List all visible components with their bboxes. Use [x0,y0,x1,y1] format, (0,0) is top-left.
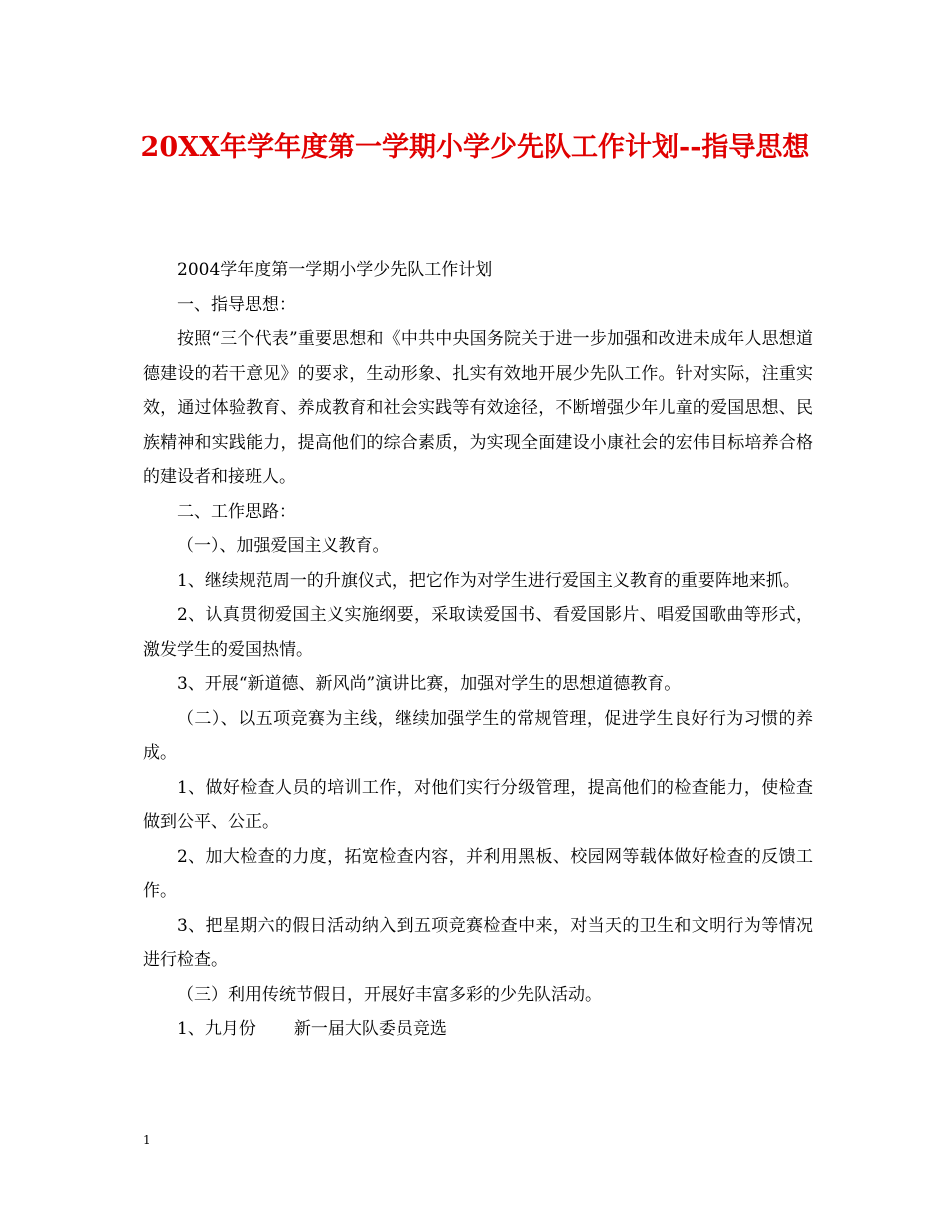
page-number: 1 [143,1133,151,1147]
paragraph: 2、认真贯彻爱国主义实施纲要，采取读爱国书、看爱国影片、唱爱国歌曲等形式，激发学生的爱国热情。 [143,605,813,660]
paragraph: 3、把星期六的假日活动纳入到五项竞赛检查中来，对当天的卫生和文明行为等情况进行检查。 [143,915,813,970]
paragraph: （二）、以五项竞赛为主线，继续加强学生的常规管理，促进学生良好行为习惯的养成。 [143,708,813,763]
paragraph: 2、加大检查的力度，拓宽检查内容，并利用黑板、校园网等载体做好检查的反馈工作。 [143,846,813,901]
activity-month: 1、九月份 [177,1019,256,1039]
paragraph: 1、继续规范周一的升旗仪式，把它作为对学生进行爱国主义教育的重要阵地来抓。 [177,570,800,591]
document-body [143,253,813,1047]
paragraph: （三）利用传统节假日，开展好丰富多彩的少先队活动。 [177,984,602,1005]
paragraph: 按照“三个代表”重要思想和《中共中央国务院关于进一步加强和改进未成年人思想道德建设的若干意见》的要求，生动形象、扎实有效地开展少先队工作。针对实际，注重实效，通过体验教育、养成教育和社会实践等有效途径，不断增强少年儿童的爱国思想、民族精神和实践能力，提高他们的综合素质，为实现全面建设小康社会的宏伟目标培养合格的建设者和接班人。 [143,329,813,487]
activity-item [143,1012,813,1047]
paragraph: 二、工作思路： [177,501,296,522]
activity-name: 新一届大队委员竞选 [293,1019,447,1039]
paragraph: 一、指导思想： [177,294,296,315]
paragraph: 1、做好检查人员的培训工作，对他们实行分级管理，提高他们的检查能力，使检查做到公平、公正。 [143,777,813,832]
paragraph: 2004学年度第一学期小学少先队工作计划 [177,260,493,280]
paragraph: （一）、加强爱国主义教育。 [177,536,390,556]
document-title: 20XX年学年度第一学期小学少先队工作计划--指导思想 [140,132,810,163]
paragraph: 3、开展“新道德、新风尚”演讲比赛，加强对学生的思想道德教育。 [177,674,682,694]
